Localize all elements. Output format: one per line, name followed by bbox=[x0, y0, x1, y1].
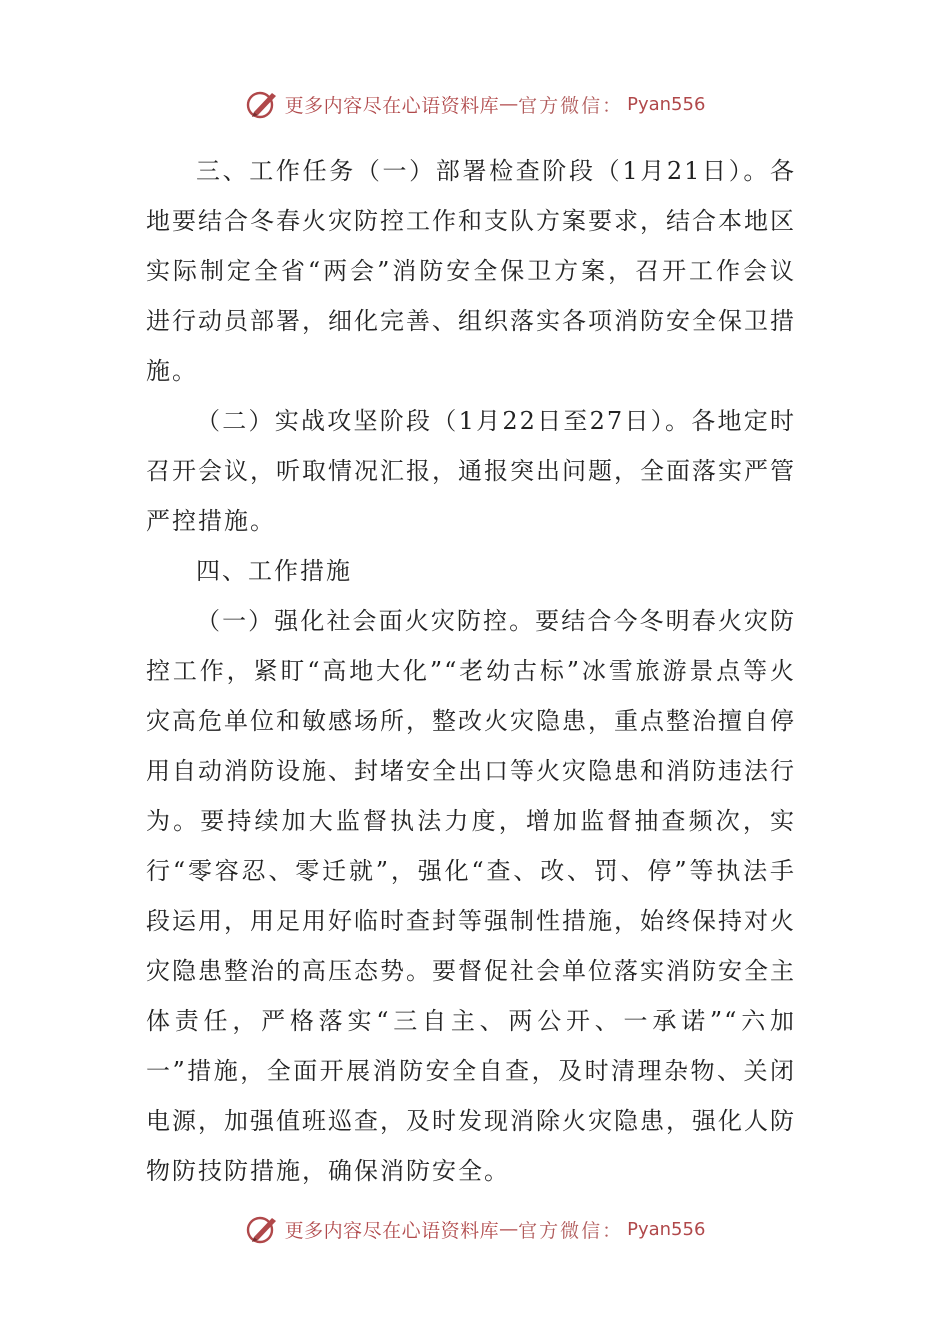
watermark-separator: — bbox=[499, 1218, 519, 1240]
section-heading-work-measures: 四、工作措施 bbox=[196, 557, 352, 585]
paragraph-fire-prevention: （一）强化社会面火灾防控。要结合今冬明春火灾防控工作，紧盯“高地大化”“老幼古标”冰雪旅游景点等火灾高危单位和敏感场所，整改火灾隐患，重点整治擅自停用自动消防设施、封堵安全出口等火灾隐患和消防违法行为。要持续加大监督执法力度，增加监督抽查频次，实行“零容忍、零迁就”，强化“查、改、罚、停”等执法手段运用，用足用好临时查封等强制性措施，始终保持对火灾隐患整治的高压态势。要督促社会单位落实消防安全主体责任，严格落实“三自主、两公开、一承诺”“六加一”措施，全面开展消防安全自查，及时清理杂物、关闭电源，加强值班巡查，及时发现消除火灾隐患，强化人防物防技防措施，确保消防安全。 bbox=[146, 607, 796, 1185]
watermark-separator: — bbox=[499, 93, 519, 115]
watermark-account: Pyan556 bbox=[627, 1218, 706, 1240]
document-body bbox=[146, 146, 796, 1196]
pen-logo-icon bbox=[245, 87, 279, 121]
watermark-main-text: 更多内容尽在心语资料库 bbox=[284, 1219, 500, 1242]
watermark-label: 官方微信： bbox=[518, 94, 624, 117]
paragraph-combat-stage: （二）实战攻坚阶段（1月22日至27日）。各地定时召开会议，听取情况汇报，通报突出问题，全面落实严管严控措施。 bbox=[146, 407, 796, 535]
paragraph-work-tasks: 三、工作任务（一）部署检查阶段（1月21日）。各地要结合冬春火灾防控工作和支队方案要求，结合本地区实际制定全省“两会”消防安全保卫方案，召开工作会议进行动员部署，细化完善、组织落实各项消防安全保卫措施。 bbox=[146, 157, 796, 385]
watermark-main-text: 更多内容尽在心语资料库 bbox=[284, 94, 500, 117]
watermark-account: Pyan556 bbox=[627, 93, 706, 115]
watermark-label: 官方微信： bbox=[518, 1219, 624, 1242]
pen-logo-icon bbox=[245, 1212, 279, 1246]
header-watermark bbox=[0, 84, 950, 124]
footer-watermark bbox=[0, 1209, 950, 1249]
